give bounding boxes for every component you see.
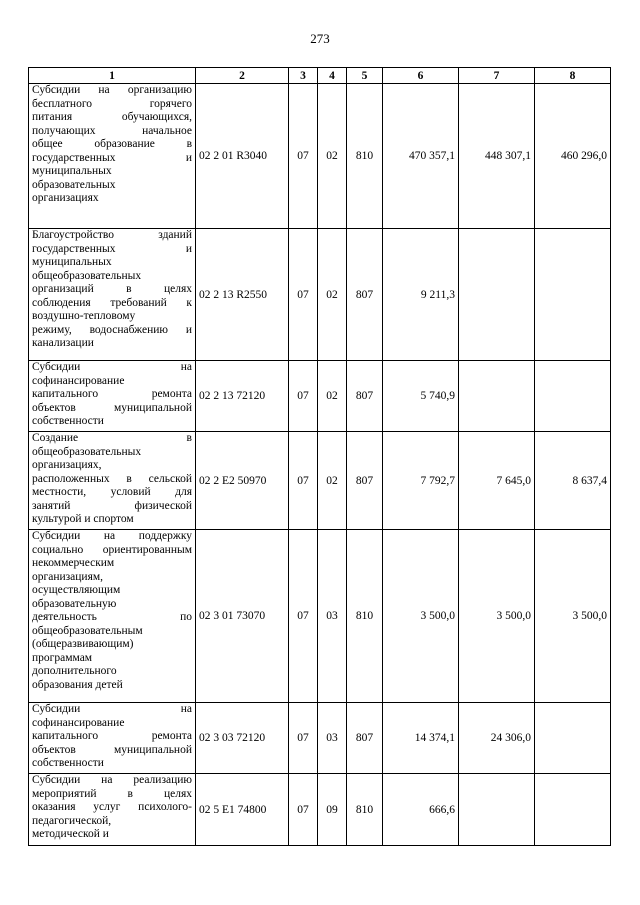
row-name-line: объектов муниципальной: [32, 743, 192, 756]
header-cell: 4: [318, 68, 347, 84]
row-amount-2: 7 645,0: [459, 432, 535, 530]
header-cell: 3: [289, 68, 318, 84]
row-name-line: образования детей: [32, 678, 123, 691]
row-amount-3: 460 296,0: [535, 84, 611, 229]
row-section: 07: [289, 361, 318, 432]
row-amount-3: [535, 703, 611, 774]
row-amount-1: 7 792,7: [383, 432, 459, 530]
row-subsection: 03: [318, 703, 347, 774]
row-name-line: общеобразовательных: [32, 445, 142, 458]
row-name-line: режиму, водоснабжению и: [32, 323, 192, 336]
row-name-line: воздушно-тепловому: [32, 310, 136, 322]
row-name: [29, 432, 196, 530]
row-amount-1: 3 500,0: [383, 530, 459, 703]
row-name-line: капитального ремонта: [32, 730, 192, 742]
row-subsection: 02: [318, 432, 347, 530]
row-name-line: организаций в целях: [32, 283, 192, 295]
row-name-line: деятельность по: [32, 611, 192, 623]
header-cell: 6: [383, 68, 459, 84]
row-name-line: социально ориентированным: [32, 543, 192, 556]
row-name-line: государственных и: [32, 151, 192, 164]
header-cell: 5: [347, 68, 383, 84]
row-section: 07: [289, 774, 318, 846]
row-section: 07: [289, 432, 318, 530]
row-name-line: общеобразовательным: [32, 624, 143, 637]
row-name-line: (общеразвивающим): [32, 638, 134, 650]
row-expense-type: 807: [347, 703, 383, 774]
row-name-line: получающих начальное: [32, 124, 192, 137]
row-name-line: мероприятий в целях: [32, 787, 192, 800]
row-name: [29, 84, 196, 229]
row-amount-1: 14 374,1: [383, 703, 459, 774]
row-amount-2: 24 306,0: [459, 703, 535, 774]
row-expense-type: 807: [347, 361, 383, 432]
row-name-line: канализации: [32, 337, 94, 349]
row-name-line: Благоустройство зданий: [32, 229, 192, 241]
row-name: [29, 229, 196, 361]
row-name-line: собственности: [32, 757, 104, 769]
row-name-line: муниципальных: [32, 256, 112, 268]
row-name-line: образовательных: [32, 178, 116, 191]
row-amount-2: [459, 774, 535, 846]
row-amount-3: [535, 229, 611, 361]
row-name-line: методической и: [32, 828, 109, 840]
row-name-line: бесплатного горячего: [32, 97, 192, 110]
row-name-line: организациях,: [32, 459, 102, 471]
page-number: 273: [310, 31, 330, 46]
row-amount-1: 9 211,3: [383, 229, 459, 361]
row-name-line: Субсидии на: [32, 703, 192, 715]
row-expense-type: 807: [347, 229, 383, 361]
row-subsection: 02: [318, 229, 347, 361]
table-row: [29, 530, 611, 703]
header-cell: 2: [196, 68, 289, 84]
row-amount-2: 448 307,1: [459, 84, 535, 229]
row-name-line: софинансирование: [32, 716, 125, 729]
row-name-line: занятий физической: [32, 499, 192, 512]
row-name-line: софинансирование: [32, 374, 125, 387]
row-name: [29, 774, 196, 846]
row-name-line: расположенных в сельской: [32, 472, 192, 485]
row-name-line: педагогической,: [32, 814, 112, 827]
header-row: [29, 68, 611, 84]
row-name-line: государственных и: [32, 242, 192, 255]
row-amount-3: 3 500,0: [535, 530, 611, 703]
row-subsection: 03: [318, 530, 347, 703]
row-name-line: организациям,: [32, 570, 104, 583]
row-code: 02 2 01 R3040: [196, 84, 289, 229]
row-name-line: дополнительного: [32, 665, 117, 677]
row-amount-2: [459, 361, 535, 432]
table-row: [29, 432, 611, 530]
row-section: 07: [289, 703, 318, 774]
row-name: [29, 361, 196, 432]
row-amount-1: 666,6: [383, 774, 459, 846]
row-section: 07: [289, 229, 318, 361]
row-name-line: питания обучающихся,: [32, 111, 192, 123]
row-section: 07: [289, 530, 318, 703]
row-amount-1: 5 740,9: [383, 361, 459, 432]
row-name-line: соблюдения требований к: [32, 296, 192, 309]
row-subsection: 02: [318, 84, 347, 229]
table-row: [29, 84, 611, 229]
row-expense-type: 810: [347, 84, 383, 229]
row-name-line: местности, условий для: [32, 486, 192, 498]
row-code: 02 3 01 73070: [196, 530, 289, 703]
row-name-line: осуществляющим: [32, 584, 121, 596]
row-expense-type: 810: [347, 530, 383, 703]
row-name-line: объектов муниципальной: [32, 401, 192, 414]
row-amount-2: 3 500,0: [459, 530, 535, 703]
row-amount-3: 8 637,4: [535, 432, 611, 530]
row-name-line: организациях: [32, 192, 99, 204]
row-subsection: 09: [318, 774, 347, 846]
row-amount-2: [459, 229, 535, 361]
row-expense-type: 807: [347, 432, 383, 530]
header-cell: 7: [459, 68, 535, 84]
row-code: 02 2 13 R2550: [196, 229, 289, 361]
row-name-line: общеобразовательных: [32, 269, 142, 282]
row-code: 02 2 E2 50970: [196, 432, 289, 530]
row-amount-1: 470 357,1: [383, 84, 459, 229]
row-amount-3: [535, 774, 611, 846]
row-name-line: Субсидии на реализацию: [32, 774, 192, 786]
table-row: [29, 774, 611, 846]
row-name-line: муниципальных: [32, 165, 112, 177]
row-name-line: капитального ремонта: [32, 388, 192, 400]
row-code: 02 5 E1 74800: [196, 774, 289, 846]
row-name-line: общее образование в: [32, 138, 192, 150]
row-name: [29, 703, 196, 774]
row-name-line: некоммерческим: [32, 557, 115, 569]
row-subsection: 02: [318, 361, 347, 432]
row-name-line: Субсидии на поддержку: [32, 530, 192, 542]
table-row: [29, 361, 611, 432]
row-expense-type: 810: [347, 774, 383, 846]
table-row: [29, 229, 611, 361]
row-name-line: собственности: [32, 415, 104, 427]
row-code: 02 3 03 72120: [196, 703, 289, 774]
header-cell: 8: [535, 68, 611, 84]
row-name-line: Создание в: [32, 432, 192, 444]
row-code: 02 2 13 72120: [196, 361, 289, 432]
row-amount-3: [535, 361, 611, 432]
table-body: [29, 84, 611, 846]
row-name-line: образовательную: [32, 597, 117, 610]
row-name-line: Субсидии на: [32, 361, 192, 373]
budget-table: [28, 67, 611, 846]
header-cell: 1: [29, 68, 196, 84]
row-name-line: Субсидии на организацию: [32, 84, 192, 96]
row-section: 07: [289, 84, 318, 229]
table-row: [29, 703, 611, 774]
row-name-line: культурой и спортом: [32, 513, 134, 525]
row-name-line: программам: [32, 651, 93, 664]
row-name: [29, 530, 196, 703]
row-name-line: оказания услуг психолого-: [32, 801, 192, 813]
